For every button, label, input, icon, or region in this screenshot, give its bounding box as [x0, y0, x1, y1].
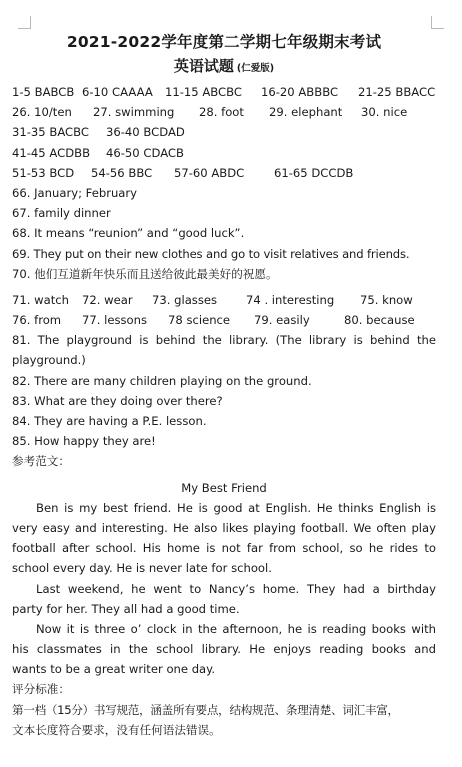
- answer-sheet: [12, 32, 436, 740]
- page-subtitle: [12, 55, 436, 80]
- choice-row-3: [12, 143, 436, 163]
- answer-81-line-2: playground.): [12, 353, 86, 368]
- answer-item: 27. swimming: [93, 105, 175, 120]
- fill-row-2: [12, 290, 436, 310]
- answer-83: 83. What are they doing over there?: [12, 393, 223, 408]
- answer-group: 41-45 ACDBB: [12, 145, 91, 160]
- answer-item: 72. wear: [82, 292, 133, 307]
- answer-67: 67. family dinner: [12, 206, 111, 221]
- essay-line: football after school. His home is not far from school, so he rides to: [12, 541, 436, 556]
- answer-item: 73. glasses: [152, 292, 218, 307]
- answer-item: 28. foot: [199, 105, 244, 120]
- answer-group: 1-5 BABCB: [12, 85, 75, 99]
- answer-item: 74 . interesting: [246, 292, 335, 307]
- page-title: 2021-2022学年度第二学期七年级期末考试: [66, 33, 382, 51]
- essay-line: very easy and interesting. He also likes playing football. We often play: [12, 520, 436, 535]
- answer-group: 46-50 CDACB: [106, 145, 184, 160]
- answer-81-line-1: 81. The playground is behind the library. (The library is behind the: [12, 333, 436, 348]
- answer-item: 29. elephant: [269, 105, 343, 120]
- answer-group: 16-20 ABBBC: [261, 85, 339, 99]
- answer-item: 76. from: [12, 313, 62, 328]
- grading-label: 评分标准：: [12, 682, 70, 697]
- corner-mark-top-left: [18, 16, 31, 29]
- answer-item: 80. because: [344, 313, 415, 328]
- essay-label: 参考范文：: [12, 454, 70, 469]
- answer-item: 30. nice: [361, 105, 408, 120]
- answer-group: 31-35 BACBC: [12, 125, 89, 140]
- corner-mark-top-right: [431, 16, 444, 29]
- answer-group: 36-40 BCDAD: [106, 125, 185, 140]
- answer-66: 66. January; February: [12, 185, 138, 200]
- answer-group: 51-53 BCD: [12, 165, 75, 180]
- choice-row-4: [12, 163, 436, 183]
- answer-group: 21-25 BBACC: [358, 85, 436, 99]
- essay-line: Now it is three o’ clock in the afternoon, he is reading books with: [36, 621, 436, 636]
- answer-item: 71. watch: [12, 292, 69, 307]
- essay-line: Ben is my best friend. He is good at English. He thinks English is: [36, 500, 436, 515]
- answer-item: 79. easily: [254, 313, 310, 328]
- answer-69: 69. They put on their new clothes and go to visit relatives and friends.: [12, 246, 410, 261]
- answer-68: 68. It means “reunion” and “good luck”.: [12, 226, 245, 241]
- fill-row-3: [12, 310, 436, 330]
- answer-85: 85. How happy they are!: [12, 434, 156, 449]
- essay-line: his classmates in the school library. He enjoys reading books and: [12, 642, 436, 657]
- grading-line-2: 文本长度符合要求，没有任何语法错误。: [12, 722, 221, 737]
- answer-lines: [12, 82, 436, 740]
- answer-82: 82. There are many children playing on the ground.: [12, 373, 312, 388]
- answer-item: 26. 10/ten: [12, 105, 72, 120]
- subtitle-main: 英语试题: [173, 57, 234, 75]
- subtitle-edition: (仁爱版): [236, 63, 275, 74]
- answer-70: 70. 他们互道新年快乐而且送给彼此最美好的祝愿。: [12, 266, 278, 281]
- answer-group: 6-10 CAAAA: [82, 85, 153, 99]
- essay-line: party for her. They all had a good time.: [12, 601, 240, 616]
- choice-row-1: [12, 82, 436, 102]
- fill-row-1: [12, 102, 436, 122]
- answer-item: 77. lessons: [82, 313, 148, 328]
- essay-line: Last weekend, he went to Nancy’s home. They had a birthday: [36, 581, 436, 596]
- answer-group: 57-60 ABDC: [174, 165, 245, 180]
- answer-item: 78 science: [168, 313, 231, 328]
- answer-group: 11-15 ABCBC: [165, 85, 242, 99]
- choice-row-2: [12, 122, 436, 142]
- answer-group: 54-56 BBC: [91, 165, 153, 180]
- essay-line: school every day. He is never late for school.: [12, 561, 272, 576]
- essay-line: wants to be a great writer one day.: [12, 662, 216, 677]
- answer-item: 75. know: [360, 292, 413, 307]
- essay-title: My Best Friend: [181, 480, 267, 495]
- answer-84: 84. They are having a P.E. lesson.: [12, 414, 207, 428]
- grading-line-1: 第一档（15分）书写规范，涵盖所有要点，结构规范、条理清楚、词汇丰富，: [12, 702, 399, 717]
- answer-group: 61-65 DCCDB: [274, 165, 354, 180]
